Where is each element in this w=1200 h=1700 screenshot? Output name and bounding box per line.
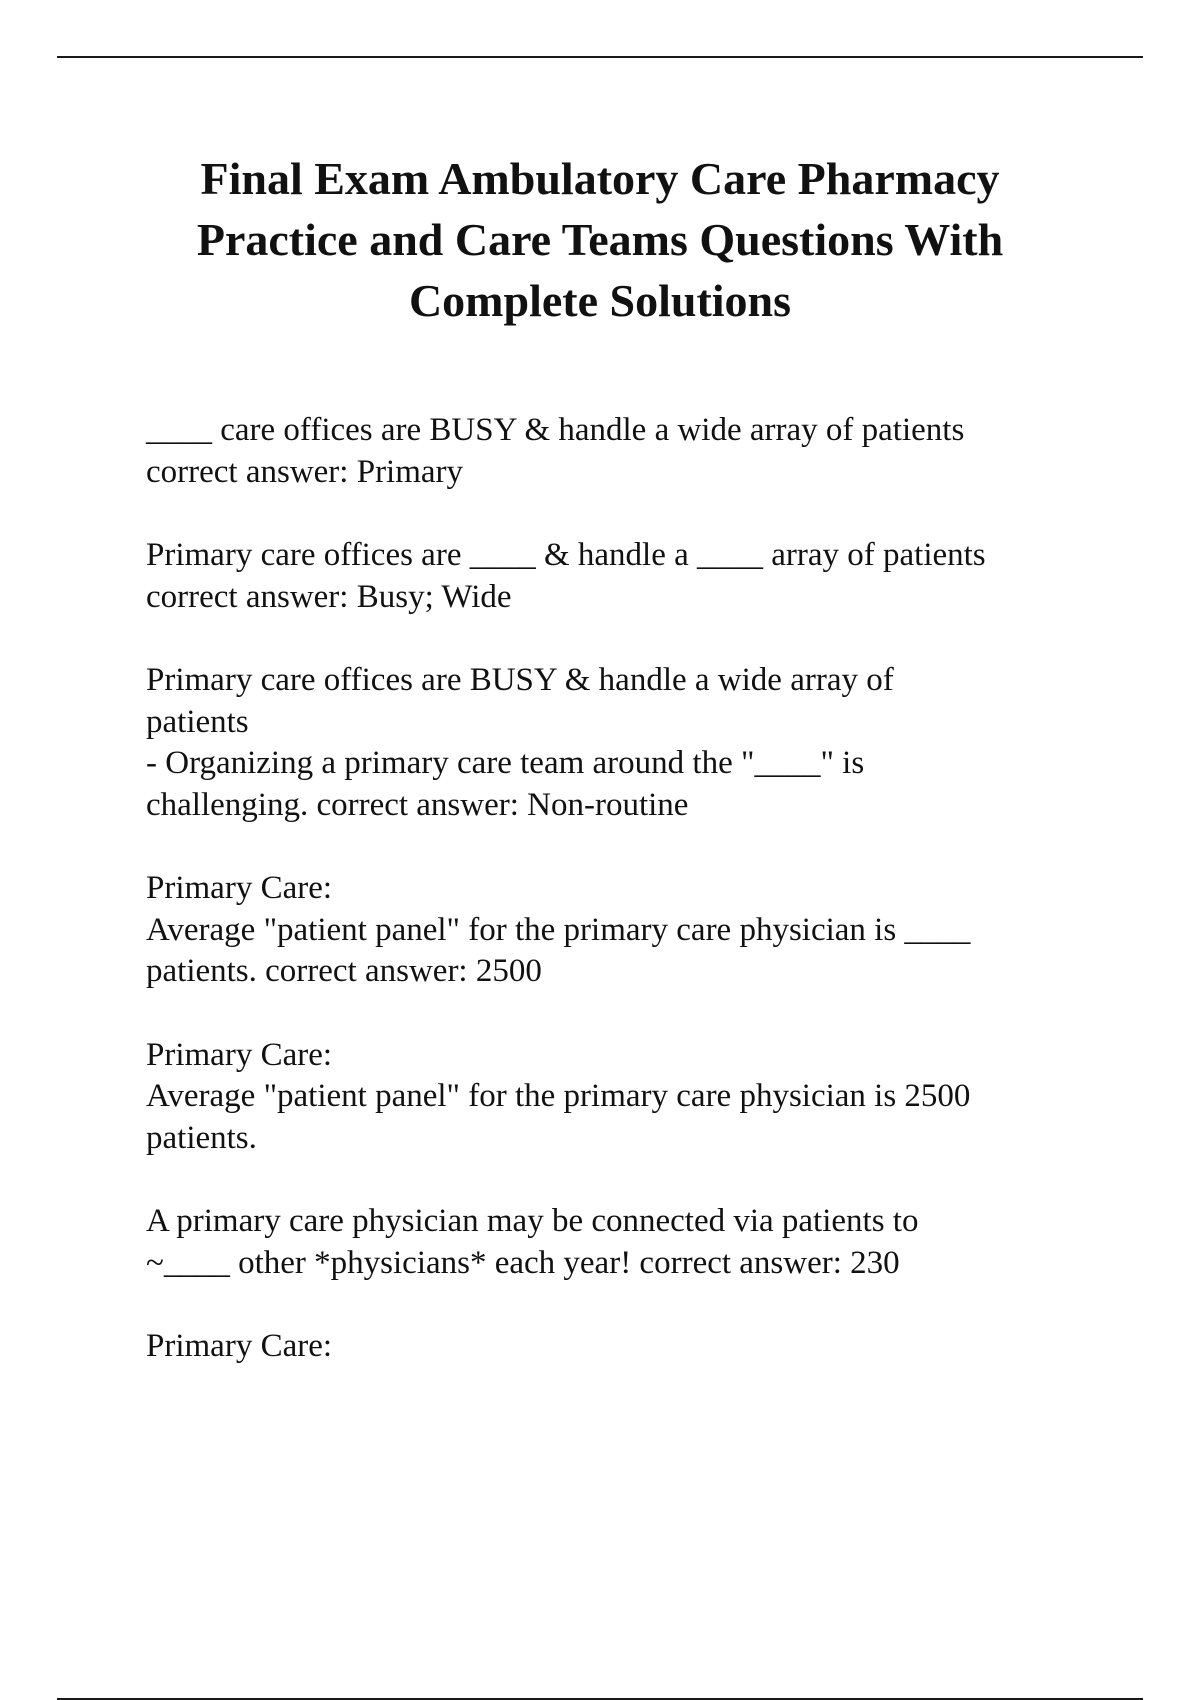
- entry-line: ~____ other *physicians* each year! correct answer: 230: [146, 1244, 900, 1281]
- entry-line: challenging. correct answer: Non-routine: [146, 786, 689, 823]
- title-line: Final Exam Ambulatory Care Pharmacy: [200, 153, 1000, 204]
- top-divider: [57, 56, 1143, 58]
- entry-line: Average "patient panel" for the primary care physician is ____: [146, 911, 971, 948]
- title-line: Practice and Care Teams Questions With: [196, 214, 1004, 265]
- entry-line: patients: [146, 703, 249, 740]
- entry-line: Primary care offices are BUSY & handle a wide array of: [146, 662, 894, 698]
- entry-line: ____ care offices are BUSY & handle a wide array of patients: [146, 412, 965, 448]
- page-title: [100, 148, 1100, 331]
- question-entry: [146, 410, 1106, 493]
- question-entry: [146, 1035, 1106, 1160]
- entry-line: correct answer: Busy; Wide: [146, 578, 512, 615]
- title-line: Complete Solutions: [408, 275, 792, 326]
- question-list: [146, 410, 1106, 1410]
- question-entry: [146, 660, 1106, 826]
- entry-line: patients.: [146, 1119, 257, 1156]
- question-entry: [146, 868, 1106, 993]
- entry-line: A primary care physician may be connected via patients to: [146, 1203, 919, 1239]
- question-entry: [146, 1326, 1106, 1368]
- entry-line: Primary Care:: [146, 1036, 333, 1073]
- entry-line: correct answer: Primary: [146, 453, 464, 490]
- entry-line: patients. correct answer: 2500: [146, 953, 542, 989]
- entry-line: Primary Care:: [146, 870, 333, 906]
- entry-line: Primary Care:: [146, 1328, 333, 1364]
- entry-line: Average "patient panel" for the primary care physician is 2500: [146, 1078, 971, 1114]
- entry-line: - Organizing a primary care team around the "____" is: [146, 745, 865, 781]
- entry-line: Primary care offices are ____ & handle a ____ array of patients: [146, 537, 986, 573]
- question-entry: [146, 1201, 1106, 1284]
- question-entry: [146, 535, 1106, 618]
